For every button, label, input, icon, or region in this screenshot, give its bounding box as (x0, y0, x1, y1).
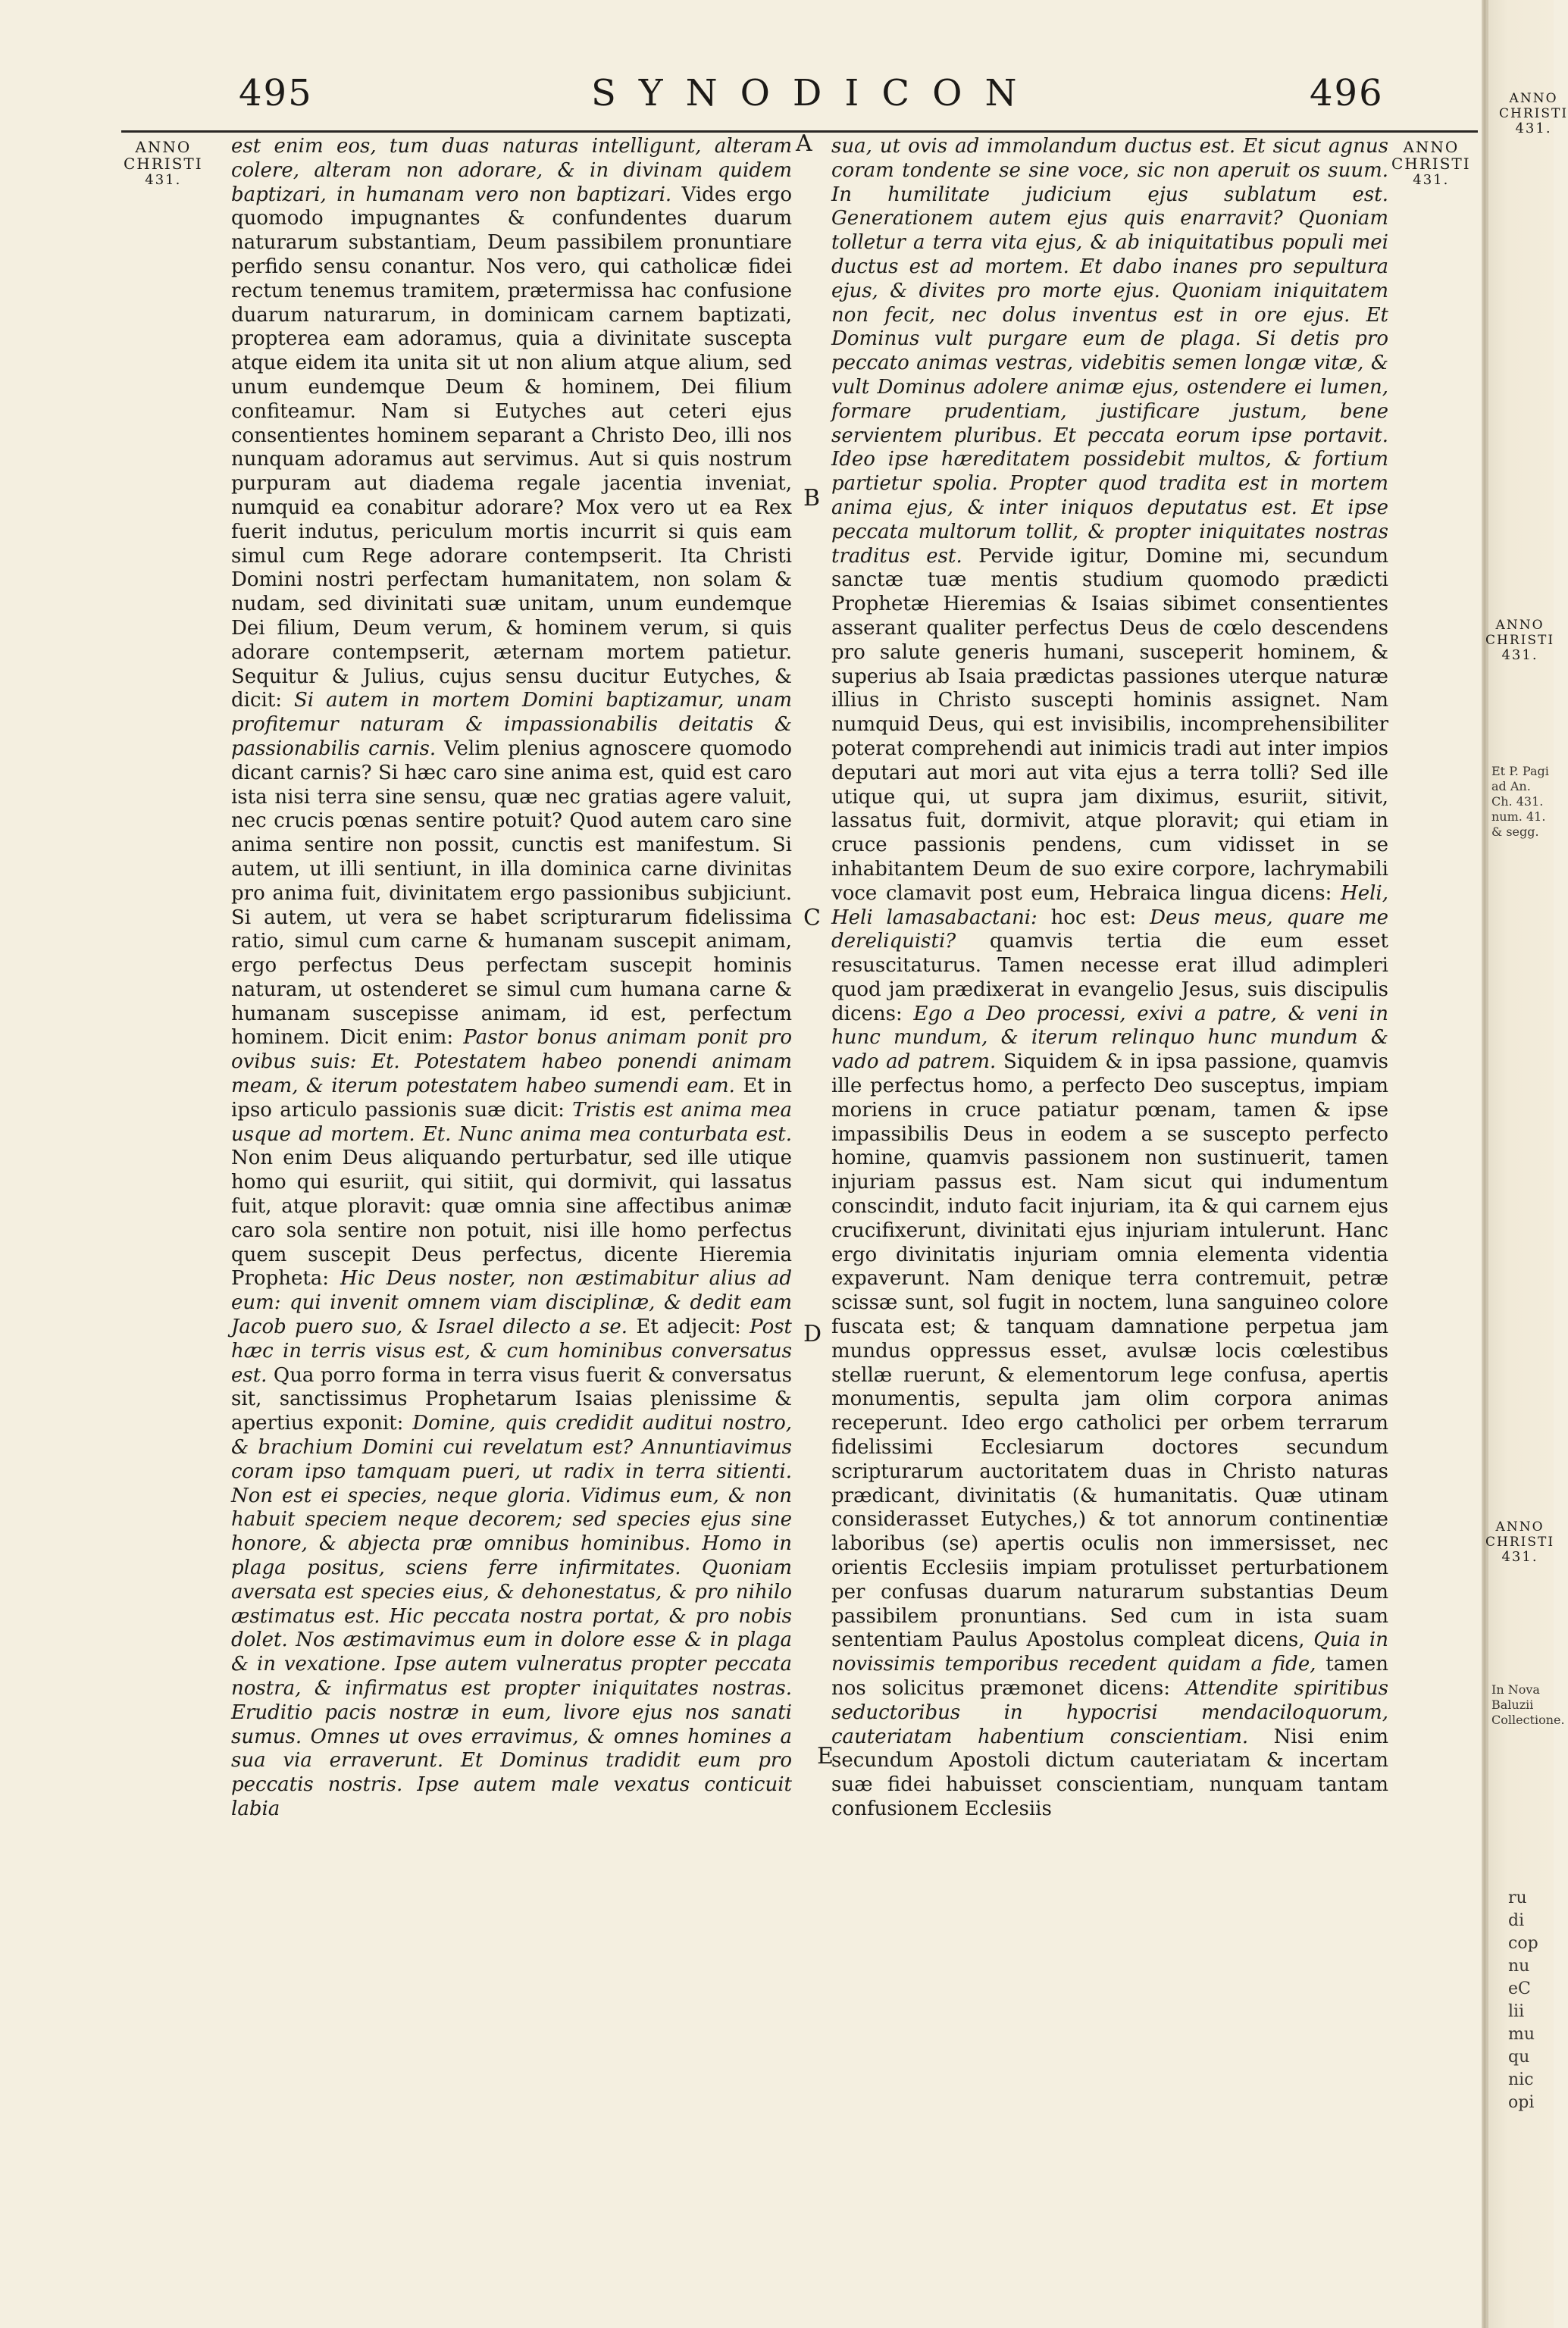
christi-word: CHRISTI (1391, 155, 1471, 173)
right-page-number: 496 (1310, 72, 1384, 114)
italic-quotation: Domine, quis credidit auditui nostro, & brachium Domini cui revelatum est? Annuntiavimus coram ipso tamquam pueri, ut radix in terra sitienti. Non est ei species, neque gloria. Vidimus eum, & non habuit speciem neque decorem; sed species ejus sine honore, & abjecta præ omnibus hominibus. Homo in plaga positus, sciens ferre infirmitates. Quoniam aversata est species eius, & dehonestatus, & pro nihilo æstimatus est. Hic peccata nostra portat, & pro nobis dolet. Nos æstimavimus eum in dolore esse & in plaga & in vexatione. Ipse autem vulneratus propter peccata nostra, & infirmatus est propter iniquitates nostras. Eruditio pacis nostræ in eum, livore ejus nos sanati sumus. Omnes ut oves erravimus, & omnes homines a sua via erraverunt. Et Dominus tradidit eum pro peccatis nostris. Ipse autem male vexatus conticuit labia (231, 1412, 793, 1820)
margin-year-edge-3 (1485, 1519, 1554, 1565)
italic-quotation: Heli, Heli lamasabactani: (831, 881, 1388, 929)
body-text: Qua porro forma in terra visus fuerit & conversatus sit, sanctissimus Prophetarum Isaias plenissime & apertius exponit: (231, 1363, 792, 1435)
italic-quotation: est enim eos, tum duas naturas intelligunt, alteram colere, alteram non adorare, & in divinam quidem baptizari, in humanam vero non baptizari. (231, 135, 792, 206)
body-text: Vides ergo quomodo impugnantes & confundentes duarum naturarum substantiam, Deum passibilem pronuntiare perfido sensu conantur. Nos vero, qui catholicæ fidei rectum tenemus tramitem, prætermissa hac confusione duarum naturarum, in dominicam carnem baptizati, propterea eam adoramus, quia a divinitate suscepta atque eidem ita unita sit ut non alium atque alium, sed unum eundemque Deum & hominem, Dei filium confiteamur. Nam si Eutyches aut ceteri ejus consentientes hominem separant a Christo Deo, illi nos nunquam adoramus aut servimus. Aut si quis nostrum purpuram aut diadema regale jacentia inveniat, numquid ea conabitur adorare? Mox vero ut ea Rex fuerit indutus, periculum mortis incurrit si quis eam simul cum Rege adorare contempserit. Ita Christi Domini nostri perfectam humanitatem, non solam & nudam, sed divinitati suæ unitam, unum eundemque Dei filium, Deum verum, & hominem verum, si quis adorare contempserit, æternam mortem patietur. Sequitur & Julius, cujus sensu ducitur Eutyches, & dicit: (231, 183, 793, 712)
section-letter-c: C (803, 905, 821, 931)
year-label: 431. (1515, 120, 1552, 136)
body-text: hoc est: (1050, 906, 1137, 929)
anno-word: ANNO (135, 138, 192, 156)
anno-word: ANNO (1495, 618, 1545, 633)
margin-year-edge-2 (1485, 618, 1554, 663)
margin-year-right (1391, 139, 1471, 189)
italic-quotation: Pastor bonus animam ponit pro ovibus suis: Et. Potestatem habeo ponendi animam meam, & iterum potestatem habeo sumendi eam. (231, 1026, 793, 1098)
anno-word: ANNO (1509, 91, 1558, 106)
column-text (831, 135, 1388, 1822)
body-text: Velim plenius agnoscere quomodo dicant carnis? Si hæc caro sine anima est, quid est caro ista nisi terra sine sensu, quæ nec gratias agere valuit, nec crucis pœnas sentire potuit? Quod autem caro sine anima sentire non possit, cunctis est manifestum. Si autem, ut illi sentiunt, in illa dominica carne divinitas pro anima fuit, divinitatem ergo passionibus subjiciunt. Si autem, ut vera se habet scripturarum fidelissima ratio, simul cum carne & humanam suscepit animam, ergo perfectus Deus perfectam suscepit hominis naturam, ut ostenderet se simul cum humana carne & humanam suscepisse animam, id est, perfectum hominem. Dicit enim: (231, 737, 792, 1050)
body-text: quamvis tertia die eum esset resuscitaturus. Tamen necesse erat illud adimpleri quod jam prædixerat in evangelio Jesus, suis discipulis dicens: (831, 930, 1388, 1025)
margin-year-left (124, 139, 203, 189)
section-letter-b: B (803, 485, 821, 512)
christi-word: CHRISTI (1499, 106, 1568, 121)
christi-word: CHRISTI (1485, 633, 1555, 648)
italic-quotation: Hic Deus noster, non æstimabitur alius ad eum: qui invenit omnem viam disciplinæ, & dedit eam Jacob puero suo, & Israel dilecto a se. (231, 1267, 792, 1339)
italic-quotation: Post hæc in terris visus est, & cum hominibus conversatus est. (231, 1316, 793, 1387)
italic-quotation: Attendite spiritibus seductoribus in hypocrisi mendaciloquorum, cauteriatam habentium conscientiam. (831, 1677, 1389, 1748)
left-column (231, 135, 792, 1822)
italic-quotation: Deus meus, quare me dereliquisti? (831, 906, 1388, 953)
margin-year-edge-1 (1499, 91, 1568, 136)
anno-word: ANNO (1495, 1519, 1545, 1535)
year-label: 431. (145, 172, 182, 188)
italic-quotation: Si autem in mortem Domini baptizamur, unam profitemur naturam & impassionabilis deitatis & passionabilis carnis. (231, 689, 792, 760)
body-text: tamen nos solicitus præmonet dicens: (831, 1653, 1388, 1700)
side-note-baluzius: In Nova Baluzii Collectione. (1491, 1682, 1565, 1727)
running-title: SYNODICON (591, 72, 1040, 114)
italic-quotation: sua, ut ovis ad immolandum ductus est. Et sicut agnus coram tondente se sine voce, sic non aperuit os suum. In humilitate judicium ejus sublatum est. Generationem autem ejus quis enarravit? Quoniam tolletur a terra vita ejus, & ab iniquitatibus populi mei ductus est ad mortem. Et dabo inanes pro sepultura ejus, & divites pro morte ejus. Quoniam iniquitatem non fecit, nec dolus inventus est in ore ejus. Et Dominus vult purgare eum de plaga. Si detis pro peccato animas vestras, videbitis semen longæ vitæ, & vult Dominus adolere animæ ejus, ostendere ei lumen, formare prudentiam, justificare justum, bene servientem pluribus. Et peccata eorum ipse portavit. Ideo ipse hæreditatem possidebit multos, & fortium partietur spolia. Propter quod tradita est in mortem anima ejus, & inter iniquos deputatus est. Et ipse peccata multorum tollit, & propter iniquitates nostras traditus est. (831, 135, 1388, 568)
body-text: Siquidem & in ipsa passione, quamvis ille perfectus homo, a perfecto Deo susceptus, impiam moriens in cruce patiatur pœnam, tamen & ipse impassibilis Deus in eodem a se suscepto perfecto homine, quamvis passionem non sustinuerit, tamen injuriam passus est. Nam sicut qui indumentum conscindit, induto facit injuriam, ita & qui carnem ejus crucifixerunt, divinitati ejus injuriam intulerunt. Hanc ergo divinitatis injuriam omnia elementa videntia expaverunt. Nam denique terra contremuit, petræ scissæ sunt, sol fugit in noctem, luna sanguineo colore fuscata est; & tanquam damnatione perpetua jam mundus oppressus esset, avulsæ locis cœlestibus stellæ ruerunt, & elementorum lege confusa, apertis monumentis, sepulta jam olim corpora animas receperunt. Ideo ergo catholici per orbem terrarum fidelissimi Ecclesiarum doctores secundum scripturarum auctoritatem duas in Christo naturas prædicant, divinitatis (& humanitatis. Quæ utinam considerasset Eutyches,) & tot annorum continentiæ laboribus (se) apertis oculis non immersisset, nec orientis Ecclesiis impiam protulisset perturbationem per confusas duarum naturarum substantias Deum passibilem pronuntians. Sed cum in ista suam sententiam Paulus Apostolus compleat dicens, (831, 1050, 1388, 1652)
right-column (831, 135, 1388, 1822)
body-text: Pervide igitur, Domine mi, secundum sanctæ tuæ mentis studium quomodo prædicti Prophetæ Hieremias & Isaias sibimet consentientes asserant qualiter perfectus Deus de cœlo descendens pro salute generis humani, susceperit hominem, & superius ab Isaia prædictas passiones uterque naturæ illius in Christo suscepti hominis assignet. Nam numquid Deus, qui est invisibilis, incomprehensibiliter poterat comprehendi aut inimicis tradi aut inter impios deputari aut mori aut vita ejus a terra tolli? Sed ille utique qui, ut supra jam diximus, esuriit, sitivit, lassatus fuit, dormivit, atque ploravit; qui etiam in cruce passionis pendens, cum vidisset in se inhabitantem Deum de suo exire corpore, lachrymabili voce clamavit post eum, Hebraica lingua dicens: (831, 544, 1388, 905)
next-page-fragments: ru di cop nu eC lii mu qu nic opi (1508, 1888, 1538, 2112)
section-letter-d: D (803, 1321, 822, 1347)
body-text: Non enim Deus aliquando perturbatur, sed ille utique homo qui esuriit, qui sitiit, qui dormivit, qui lassatus fuit, atque ploravit: quæ omnia sine affectibus animæ caro sola sentire non potuit, nisi ille homo perfectus quem suscepit Deus perfectus, dicente Hieremia Propheta: (231, 1147, 792, 1291)
column-text (231, 135, 792, 1822)
christi-word: CHRISTI (124, 155, 203, 173)
left-page-number: 495 (239, 72, 313, 114)
italic-quotation: Tristis est anima mea usque ad mortem. Et. Nunc anima mea conturbata est. (231, 1098, 792, 1146)
side-note-pagi: Et P. Pagi ad An. Ch. 431. num. 41. & segg. (1491, 764, 1549, 839)
body-text: Nisi enim secundum Apostoli dictum cauteriatam & incertam suæ fidei habuisset conscientiam, nunquam tantam confusionem Ecclesiis (831, 1725, 1388, 1820)
section-letter-a: A (796, 130, 812, 157)
anno-word: ANNO (1403, 138, 1460, 156)
body-text: Et adjecit: (636, 1316, 741, 1339)
section-letter-e: E (817, 1743, 834, 1769)
year-label: 431. (1501, 647, 1538, 663)
italic-quotation: Quia in novissimis temporibus recedent quidam a fide, (831, 1629, 1388, 1676)
year-label: 431. (1413, 172, 1450, 188)
christi-word: CHRISTI (1485, 1535, 1555, 1550)
year-label: 431. (1501, 1549, 1538, 1565)
body-text: Et in ipso articulo passionis suæ dicit: (231, 1075, 792, 1122)
italic-quotation: Ego a Deo processi, exivi a patre, & veni in hunc mundum, & iterum relinquo hunc mundum & vado ad patrem. (831, 1002, 1388, 1074)
